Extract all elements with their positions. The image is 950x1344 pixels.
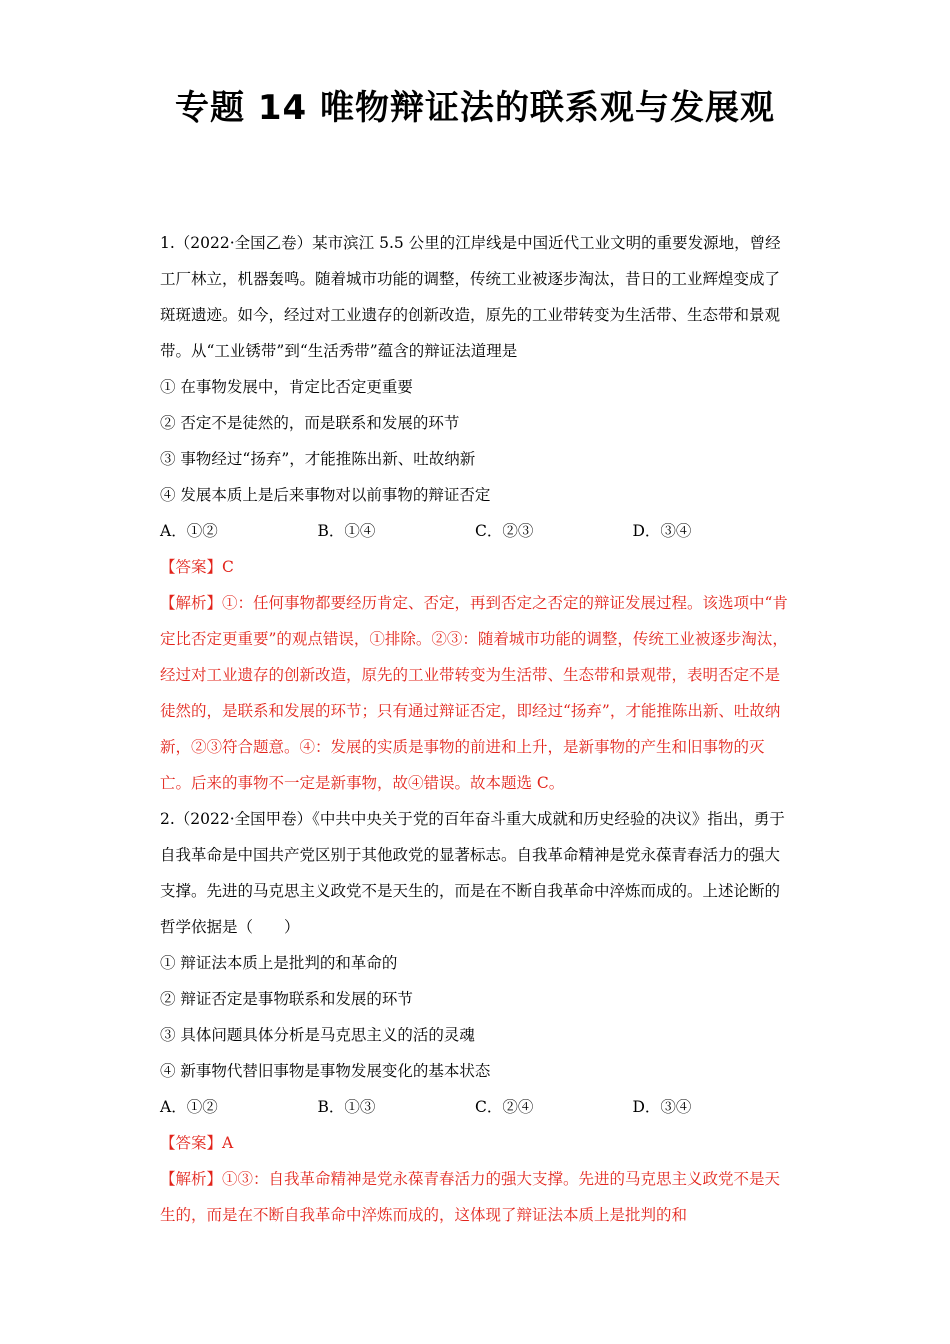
question-2 xyxy=(160,801,790,1233)
answer-label: 【答案】C xyxy=(160,558,234,576)
statement-item: ③ 事物经过“扬弃”，才能推陈出新、吐故纳新 xyxy=(160,450,476,468)
statement-item: ② 否定不是徒然的，而是联系和发展的环节 xyxy=(160,414,460,432)
statement-item: ① 辩证法本质上是批判的和革命的 xyxy=(160,954,398,972)
statement-item: ④ 发展本质上是后来事物对以前事物的辩证否定 xyxy=(160,486,491,504)
statement-item: ③ 具体问题具体分析是马克思主义的活的灵魂 xyxy=(160,1026,475,1044)
option-c: C．②③ xyxy=(475,522,534,540)
statement-item: ① 在事物发展中，肯定比否定更重要 xyxy=(160,378,413,396)
answer-label: 【答案】A xyxy=(160,1134,234,1152)
option-b: B．①③ xyxy=(317,1098,376,1116)
statement-item: ② 辩证否定是事物联系和发展的环节 xyxy=(160,990,413,1008)
option-b: B．①④ xyxy=(317,522,376,540)
question-stem: 2.（2022·全国甲卷）《中共中央关于党的百年奋斗重大成就和历史经验的决议》指出，勇于自我革命是中国共产党区别于其他政党的显著标志。自我革命精神是党永葆青春活力的强大支撑。先进的马克思主义政党不是天生的，而是在不断自我革命中淬炼而成的。上述论断的哲学依据是（ ） xyxy=(160,810,785,936)
analysis-text: 【解析】①：任何事物都要经历肯定、否定，再到否定之否定的辩证发展过程。该选项中“肯定比否定更重要”的观点错误，①排除。②③：随着城市功能的调整，传统工业被逐步淘汰，经过对工业遗存的创新改造，原先的工业带转变为生活带、生态带和景观带，表明否定不是徒然的，是联系和发展的环节；只有通过辩证否定，即经过“扬弃”，才能推陈出新、吐故纳新，②③符合题意。④：发展的实质是事物的前进和上升，是新事物的产生和旧事物的灭亡。后来的事物不一定是新事物，故④错误。故本题选 C。 xyxy=(160,594,788,792)
option-a: A．①② xyxy=(160,522,218,540)
option-a: A．①② xyxy=(160,1098,218,1116)
page-title: 专题 14 唯物辩证法的联系观与发展观 xyxy=(175,88,775,128)
question-stem: 1.（2022·全国乙卷）某市滨江 5.5 公里的江岸线是中国近代工业文明的重要发源地，曾经工厂林立，机器轰鸣。随着城市功能的调整，传统工业被逐步淘汰，昔日的工业辉煌变成了斑斑遗迹。如今，经过对工业遗存的创新改造，原先的工业带转变为生活带、生态带和景观带。从“工业锈带”到“生活秀带”蕴含的辩证法道理是 xyxy=(160,234,781,360)
document-body xyxy=(160,225,790,1233)
analysis-text: 【解析】①③：自我革命精神是党永葆青春活力的强大支撑。先进的马克思主义政党不是天生的，而是在不断自我革命中淬炼而成的，这体现了辩证法本质上是批判的和 xyxy=(160,1170,781,1224)
statement-item: ④ 新事物代替旧事物是事物发展变化的基本状态 xyxy=(160,1062,491,1080)
option-d: D．③④ xyxy=(632,522,692,540)
option-d: D．③④ xyxy=(632,1098,692,1116)
question-1 xyxy=(160,225,790,801)
answer-options xyxy=(160,1089,790,1125)
option-c: C．②④ xyxy=(475,1098,534,1116)
answer-options xyxy=(160,513,790,549)
